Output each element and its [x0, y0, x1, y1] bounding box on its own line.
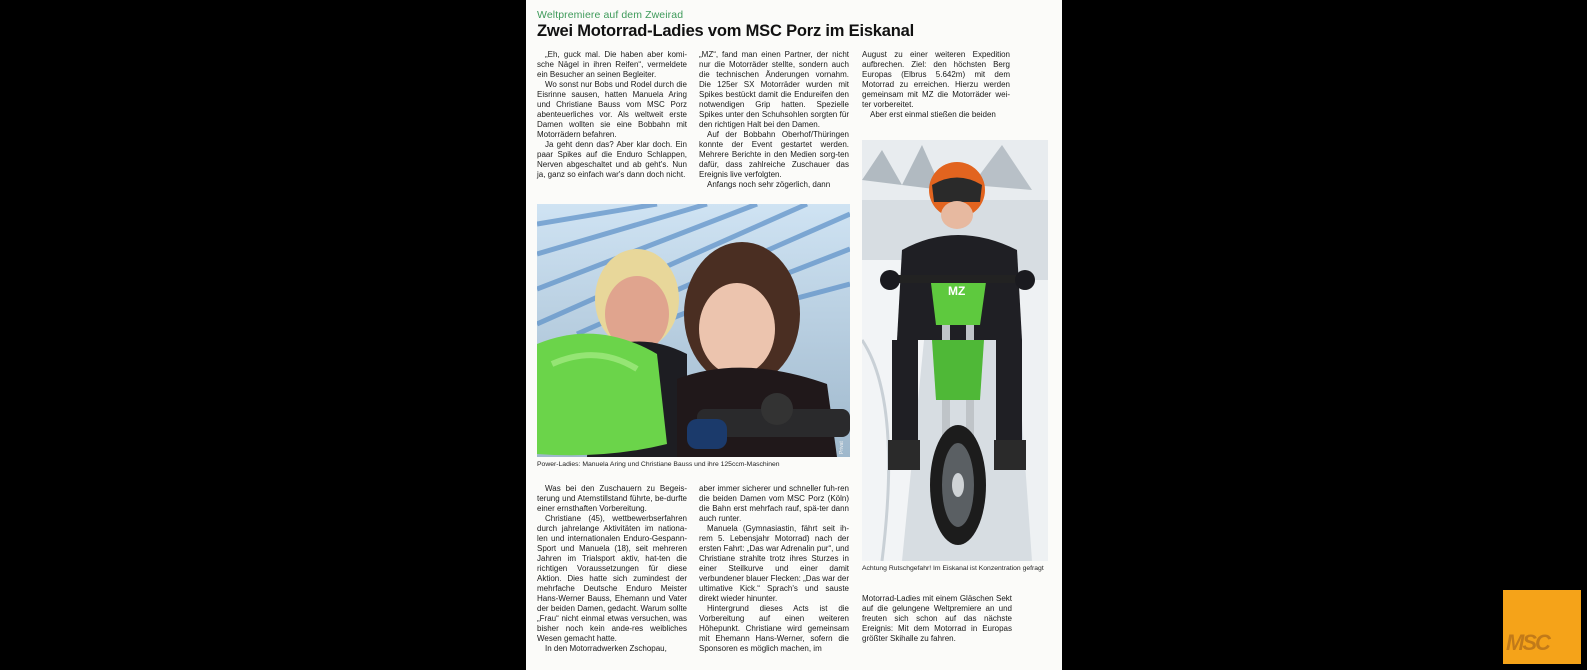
paragraph: Hintergrund dieses Acts ist die Vorbereitung auf einen weiteren Höhepunkt. Christiane wird gemeinsam mit Ehemann Hans-Werner, sofern die Sponsoren es möglich machen, im — [699, 604, 849, 653]
text-column-bottom-1 — [537, 484, 687, 654]
photo-credit: Privat — [839, 441, 845, 454]
text-column-bottom-2 — [699, 484, 849, 654]
text-column-top-2 — [699, 50, 849, 190]
photo-rider-eiskanal — [862, 140, 1048, 561]
paragraph: Wo sonst nur Bobs und Rodel durch die Eisrinne sausen, hatten Manuela Aring und Christiane Bauss vom MSC Porz abenteuerliches vor. Als weltweit erste Damen wollten sie eine Bobbahn mit Motorrädern befahren. — [537, 80, 687, 139]
paragraph: Christiane (45), wettbewerbserfahren durch jahrelange Aktivitäten im nationa-len und internationalen Enduro-Gespann-Sport und Manuela (18), seit mehreren Jahren im Trialsport aktiv, hat-ten die richtigen Voraussetzungen für diese Aktion. Dies hatte sich zumindest der mehrfache Deutsche Enduro Meister Hans-Werner Bauss, Ehemann und Vater der beiden Damen, gedacht. Warum sollte „Frau“ nicht einmal etwas versuchen, was bisher noch kein ande-res weibliches Wesen gemacht hatte. — [537, 514, 687, 643]
paragraph: Motorrad-Ladies mit einem Gläschen Sekt auf die gelungene Weltpremiere an und freuten sich schon auf das nächste Ereignis: Mit dem Motorrad in Europas größter Skihalle zu fahren. — [862, 594, 1012, 643]
article-kicker: Weltpremiere auf dem Zweirad — [537, 9, 684, 21]
text-column-top-1 — [537, 50, 687, 180]
photo-rider-image — [862, 140, 1048, 561]
paragraph: In den Motorradwerken Zschopau, — [545, 644, 667, 653]
bike-brand-label: MZ — [948, 284, 966, 298]
msc-logo-text: MSC — [1506, 630, 1549, 655]
paragraph: Anfangs noch sehr zögerlich, dann — [707, 180, 831, 189]
paragraph: „MZ“, fand man einen Partner, der nicht nur die Motorräder stellte, sondern auch die technischen Änderungen vornahm. Die 125er SX Motorräder wurden mit Spikes bestückt damit die Endureifen den notwendigen Grip hatten. Spezielle Spikes unter den Schuhsohlen sorgten für den richtigen Halt bei den Damen. — [699, 50, 849, 129]
paragraph: Auf der Bobbahn Oberhof/Thüringen konnte der Event gestartet werden. Mehrere Berichte in den Medien sorg-ten dafür, dass zahlreiche Zuschauer das Ereignis live verfolgten. — [699, 130, 849, 179]
paragraph: „Eh, guck mal. Die haben aber komi-sche Nägel in ihren Reifen“, vermeldete ein Besucher an seinen Begleiter. — [537, 50, 687, 79]
text-column-top-3 — [862, 50, 1010, 120]
paragraph: Aber erst einmal stießen die beiden — [870, 110, 996, 119]
photo-power-ladies-image — [537, 204, 850, 457]
caption-power-ladies: Power-Ladies: Manuela Aring und Christiane Bauss und ihre 125ccm-Maschinen — [537, 461, 780, 468]
paragraph: Was bei den Zuschauern zu Begeis-terung und Atemstillstand führte, be-durfte einer ernsthaften Vorbereitung. — [537, 484, 687, 513]
caption-rider: Achtung Rutschgefahr! Im Eiskanal ist Konzentration gefragt — [862, 565, 1044, 572]
text-column-bottom-3 — [862, 594, 1012, 644]
msc-logo — [1503, 590, 1581, 664]
magazine-page — [526, 0, 1062, 670]
paragraph: August zu einer weiteren Expedition aufbrechen. Ziel: den höchsten Berg Europas (Elbrus 5.642m) mit dem Motorrad zu erreichen. Hierzu werden gemeinsam mit MZ die Motorräder wei-ter vorbereitet. — [862, 50, 1010, 109]
paragraph: Ja geht denn das? Aber klar doch. Ein paar Spikes auf die Enduro Schlappen, Nerven abgeschaltet und ab geht's. Nun ja, ganz so einfach war's dann doch nicht. — [537, 140, 687, 179]
article-headline: Zwei Motorrad-Ladies vom MSC Porz im Eiskanal — [537, 22, 915, 40]
paragraph: aber immer sicherer und schneller fuh-ren die beiden Damen vom MSC Porz (Köln) die Bahn erst mehrfach rauf, spä-ter dann auch runter. — [699, 484, 849, 523]
paragraph: Manuela (Gymnasiastin, fährt seit ih-rem 5. Lebensjahr Motorrad) nach der ersten Fahrt: „Das war Adrenalin pur“, und Christiane strahlte trotz ihres Sturzes in einer Steilkurve und einer damit verbundener blauer Flecken: „Das war der ultimative Kick.“ Sprach's und sauste direkt wieder hinunter. — [699, 524, 849, 603]
photo-power-ladies — [537, 204, 850, 457]
